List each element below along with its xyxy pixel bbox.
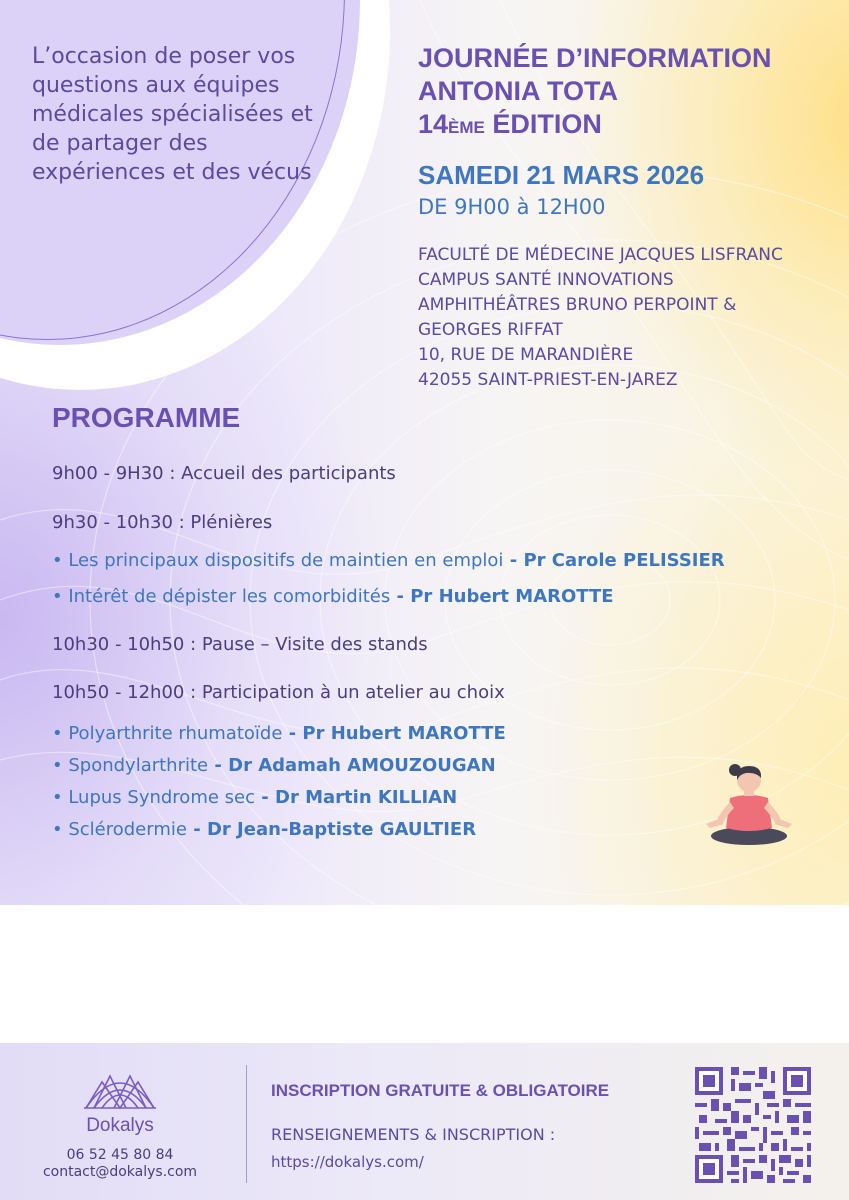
- registration-label: RENSEIGNEMENTS & INSCRIPTION :: [271, 1125, 556, 1144]
- footer-divider: [246, 1065, 247, 1183]
- workshop-speaker: - Dr Jean-Baptiste GAULTIER: [186, 819, 477, 840]
- programme-title: PROGRAMME: [52, 402, 241, 433]
- title-line-1: JOURNÉE D’INFORMATION: [418, 43, 772, 73]
- contact-phone: 06 52 45 80 84: [66, 1147, 174, 1163]
- workshop-speaker: - Dr Martin KILLIAN: [255, 787, 458, 808]
- talk-topic: • Les principaux dispositifs de maintien en emploi: [52, 550, 504, 571]
- workshop-speaker: - Dr Adamah AMOUZOUGAN: [208, 755, 496, 776]
- workshop-topic: • Sclérodermie: [52, 819, 187, 840]
- workshop-topic: • Polyarthrite rhumatoïde: [52, 723, 283, 744]
- address-line: 42055 SAINT-PRIEST-EN-JAREZ: [418, 370, 678, 390]
- intro-text: L’occasion de poser vos questions aux équipes médicales spécialisées et de partager des expériences et des vécus: [32, 44, 313, 185]
- brand-name: Dokalys: [86, 1115, 154, 1136]
- contact-email: contact@dokalys.com: [42, 1164, 198, 1180]
- edition-suffix: ÈME: [448, 118, 485, 137]
- programme-talk: [52, 586, 614, 607]
- event-title: [418, 42, 838, 144]
- address-line: GEORGES RIFFAT: [418, 320, 563, 340]
- workshop-item: [52, 819, 476, 840]
- registration-link[interactable]: https://dokalys.com/: [271, 1153, 424, 1171]
- workshop-topic: • Lupus Syndrome sec: [52, 787, 256, 808]
- talk-topic: • Intérêt de dépister les comorbidités: [52, 586, 391, 607]
- address-line: 10, RUE DE MARANDIÈRE: [418, 345, 634, 365]
- talk-speaker: - Pr Hubert MAROTTE: [390, 586, 614, 607]
- workshop-item: [52, 755, 496, 776]
- workshop-item: [52, 723, 506, 744]
- meditating-woman-illustration: [702, 760, 797, 850]
- edition-word: ÉDITION: [492, 109, 602, 139]
- event-date: SAMEDI 21 MARS 2026: [418, 160, 705, 190]
- programme-slot: 9h30 - 10h30 : Plénières: [52, 512, 273, 533]
- title-line-2: ANTONIA TOTA: [418, 76, 618, 106]
- event-address: [418, 243, 843, 393]
- workshop-speaker: - Pr Hubert MAROTTE: [282, 723, 506, 744]
- event-hours: DE 9H00 à 12H00: [418, 195, 606, 219]
- registration-title: INSCRIPTION GRATUITE & OBLIGATOIRE: [271, 1081, 610, 1100]
- workshop-topic: • Spondylarthrite: [52, 755, 209, 776]
- workshop-item: [52, 787, 457, 808]
- talk-speaker: - Pr Carole PELISSIER: [503, 550, 725, 571]
- programme-slot: 10h50 - 12h00 : Participation à un atelier au choix: [52, 682, 505, 703]
- edition-number: 14: [418, 109, 449, 139]
- programme-talk: [52, 550, 725, 571]
- dokalys-logo: [80, 1068, 160, 1113]
- address-line: FACULTÉ DE MÉDECINE JACQUES LISFRANC: [418, 245, 783, 265]
- footer: [0, 1043, 849, 1200]
- qr-code: [695, 1067, 811, 1183]
- address-line: CAMPUS SANTÉ INNOVATIONS: [418, 270, 674, 290]
- address-line: AMPHITHÉÂTRES BRUNO PERPOINT &: [418, 295, 737, 315]
- programme-slot: 9h00 - 9H30 : Accueil des participants: [52, 463, 396, 484]
- programme-slot: 10h30 - 10h50 : Pause – Visite des stands: [52, 634, 428, 655]
